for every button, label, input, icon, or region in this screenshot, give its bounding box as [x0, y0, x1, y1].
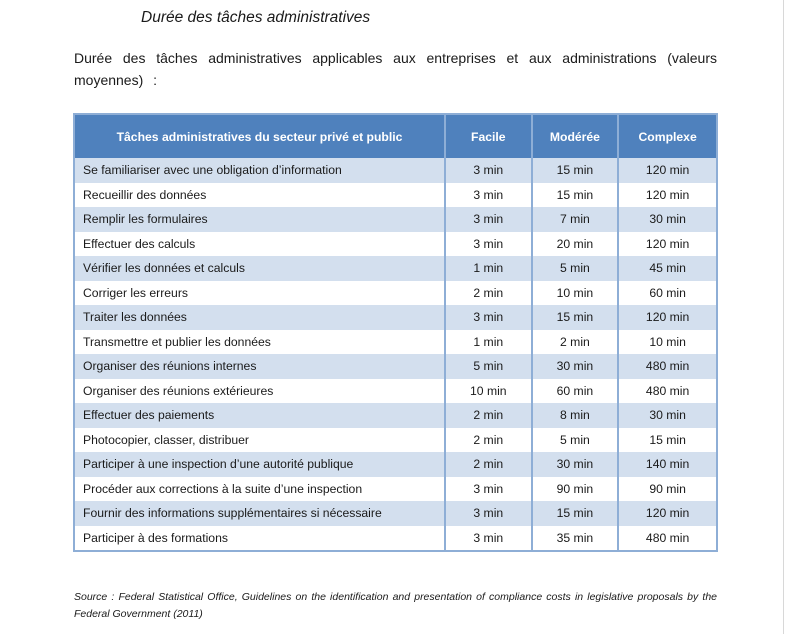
table-row — [74, 305, 717, 330]
cell-complex: 120 min — [618, 232, 717, 257]
table-row — [74, 354, 717, 379]
cell-moderate: 60 min — [532, 379, 619, 404]
cell-complex: 120 min — [618, 305, 717, 330]
cell-task: Traiter les données — [74, 305, 445, 330]
cell-moderate: 10 min — [532, 281, 619, 306]
cell-moderate: 15 min — [532, 305, 619, 330]
page-edge — [783, 0, 784, 634]
cell-moderate: 90 min — [532, 477, 619, 502]
cell-moderate: 15 min — [532, 183, 619, 208]
cell-moderate: 15 min — [532, 501, 619, 526]
cell-easy: 3 min — [445, 501, 532, 526]
cell-task: Participer à des formations — [83, 530, 228, 545]
table-row — [74, 281, 717, 306]
cell-complex: 15 min — [618, 428, 717, 453]
table-row — [74, 501, 717, 526]
cell-task: Photocopier, classer, distribuer — [83, 432, 249, 447]
cell-moderate: 5 min — [532, 256, 619, 281]
cell-task: Transmettre et publier les données — [83, 334, 271, 349]
table-row — [74, 256, 717, 281]
cell-complex: 30 min — [618, 403, 717, 428]
cell-task: Procéder aux corrections à la suite d’une inspection — [83, 481, 363, 496]
cell-complex: 60 min — [618, 281, 717, 306]
cell-task: Fournir des informations supplémentaires si nécessaire — [74, 501, 445, 526]
cell-easy: 2 min — [445, 428, 532, 453]
intro-paragraph: Durée des tâches administratives applicables aux entreprises et aux administrations (valeurs moyennes) : — [74, 50, 717, 88]
cell-easy: 2 min — [445, 281, 532, 306]
table-row — [74, 207, 717, 232]
source-note: Source : Federal Statistical Office, Guidelines on the identification and presentation of compliance costs in legislative proposals by the Federal Government (2011) — [74, 591, 717, 620]
cell-easy: 3 min — [445, 183, 532, 208]
cell-easy: 5 min — [445, 354, 532, 379]
cell-complex: 480 min — [618, 354, 717, 379]
cell-task: Recueillir des données — [83, 187, 207, 202]
cell-complex: 480 min — [618, 526, 717, 552]
header-task: Tâches administratives du secteur privé et public — [74, 114, 445, 158]
cell-moderate: 2 min — [532, 330, 619, 355]
cell-task: Effectuer des paiements — [74, 403, 445, 428]
cell-moderate: 7 min — [532, 207, 619, 232]
cell-moderate: 30 min — [532, 452, 619, 477]
cell-easy: 1 min — [445, 330, 532, 355]
cell-easy: 3 min — [445, 158, 532, 183]
cell-task: Organiser des réunions extérieures — [83, 383, 274, 398]
cell-task: Effectuer des calculs — [83, 236, 196, 251]
cell-complex: 480 min — [618, 379, 717, 404]
table-row — [74, 403, 717, 428]
table-header-row — [74, 114, 717, 158]
header-complex: Complexe — [618, 114, 717, 158]
table-row — [74, 158, 717, 183]
cell-task: Remplir les formulaires — [74, 207, 445, 232]
cell-complex: 120 min — [618, 158, 717, 183]
cell-moderate: 8 min — [532, 403, 619, 428]
cell-task: Se familiariser avec une obligation d’information — [74, 158, 445, 183]
header-easy: Facile — [445, 114, 532, 158]
cell-easy: 3 min — [445, 232, 532, 257]
cell-easy: 3 min — [445, 207, 532, 232]
cell-easy: 1 min — [445, 256, 532, 281]
cell-easy: 3 min — [445, 477, 532, 502]
cell-moderate: 35 min — [532, 526, 619, 552]
cell-easy: 3 min — [445, 526, 532, 552]
table-row — [74, 379, 717, 404]
header-moderate: Modérée — [532, 114, 619, 158]
cell-moderate: 15 min — [532, 158, 619, 183]
table-row — [74, 183, 717, 208]
cell-easy: 3 min — [445, 305, 532, 330]
cell-task: Vérifier les données et calculs — [74, 256, 445, 281]
cell-easy: 2 min — [445, 452, 532, 477]
table-row — [74, 428, 717, 453]
cell-complex: 90 min — [618, 477, 717, 502]
table-row — [74, 526, 717, 552]
cell-moderate: 20 min — [532, 232, 619, 257]
table-row — [74, 232, 717, 257]
section-heading: Durée des tâches administratives — [141, 9, 371, 26]
table-row — [74, 452, 717, 477]
cell-complex: 10 min — [618, 330, 717, 355]
table-row — [74, 477, 717, 502]
cell-task: Organiser des réunions internes — [74, 354, 445, 379]
cell-task: Participer à une inspection d’une autorité publique — [74, 452, 445, 477]
cell-moderate: 30 min — [532, 354, 619, 379]
cell-complex: 45 min — [618, 256, 717, 281]
cell-easy: 10 min — [445, 379, 532, 404]
cell-task: Corriger les erreurs — [83, 285, 188, 300]
cell-complex: 120 min — [618, 183, 717, 208]
tasks-table — [73, 113, 718, 552]
table-row — [74, 330, 717, 355]
cell-complex: 140 min — [618, 452, 717, 477]
cell-easy: 2 min — [445, 403, 532, 428]
cell-complex: 120 min — [618, 501, 717, 526]
cell-moderate: 5 min — [532, 428, 619, 453]
cell-complex: 30 min — [618, 207, 717, 232]
